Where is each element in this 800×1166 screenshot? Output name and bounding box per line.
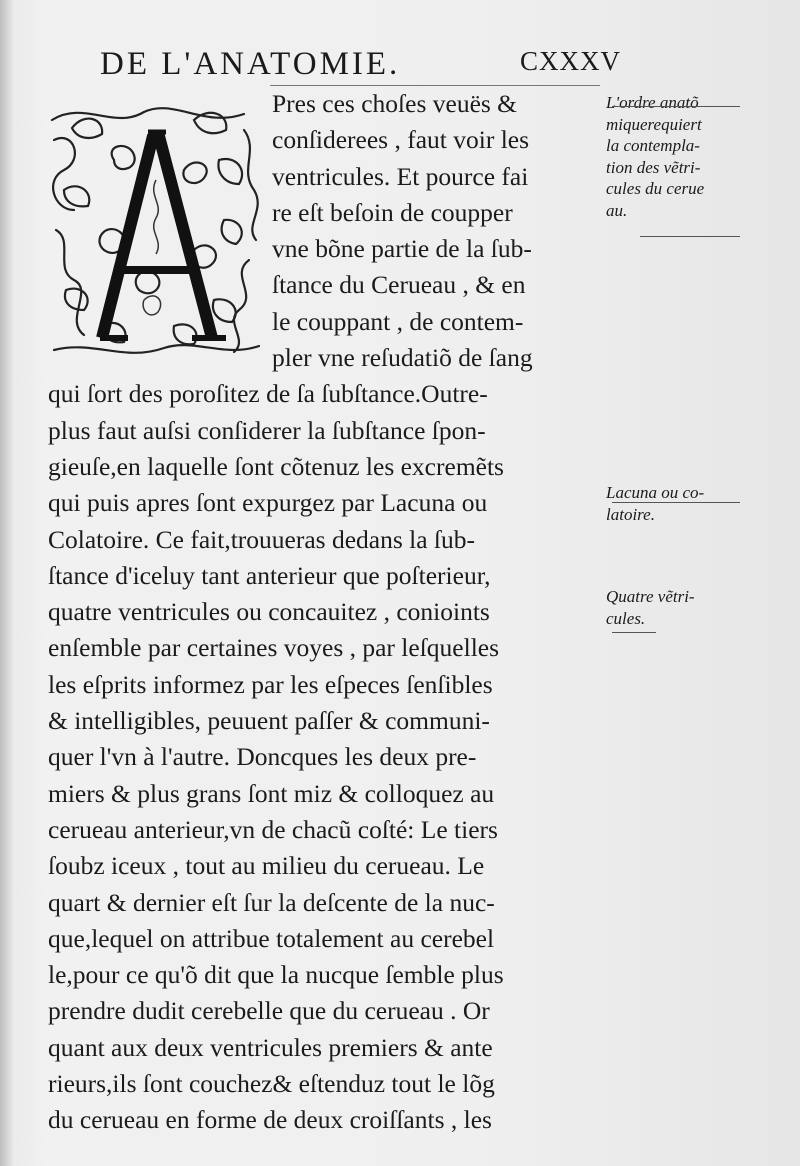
marginal-note-line: latoire. bbox=[606, 504, 655, 524]
text-line: ſtance d'iceluy tant anterieur que poſterieur, bbox=[48, 560, 491, 590]
text-line: enſemble par certaines voyes , par leſquelles bbox=[48, 633, 500, 663]
marginal-note-line: cules du cerue bbox=[606, 179, 705, 198]
text-line: & intelligibles, peuuent paſſer & communi- bbox=[48, 706, 490, 736]
text-line: le,pour ce qu'õ dit que la nucque ſemble plus bbox=[48, 960, 504, 990]
text-line: plus faut auſsi conſiderer la ſubſtance ſpon- bbox=[48, 415, 486, 445]
marginal-note-line: la contempla- bbox=[606, 136, 700, 155]
running-title: DE L'ANATOMIE. bbox=[100, 46, 401, 82]
folio-number: CXXXV bbox=[520, 46, 622, 76]
marginal-note-lacuna bbox=[606, 482, 796, 525]
main-text-block bbox=[48, 86, 608, 1139]
marginal-note-anatomy-order bbox=[606, 92, 796, 221]
text-line: rieurs,ils ſont couchez& eſtenduz tout le lõg bbox=[48, 1069, 495, 1099]
text-line: Pres ces choſes veuës & bbox=[272, 89, 518, 118]
text-line: qui puis apres ſont expurgez par Lacuna ou bbox=[48, 488, 488, 518]
gutter-shadow bbox=[0, 0, 14, 1166]
text-line: du cerueau en forme de deux croiſſants , les bbox=[48, 1105, 492, 1135]
text-line: miers & plus grans ſont miz & colloquez au bbox=[48, 778, 495, 808]
marginal-note-line: au. bbox=[606, 200, 628, 220]
text-line: quant aux deux ventricules premiers & ante bbox=[48, 1032, 493, 1062]
text-line: vne bõne partie de la ſub- bbox=[272, 234, 532, 264]
text-line: quer l'vn à l'autre. Doncques les deux pre- bbox=[48, 742, 477, 772]
text-line: quart & dernier eſt ſur la deſcente de la nuc- bbox=[48, 887, 495, 917]
marginal-rule bbox=[612, 106, 740, 107]
marginal-note-line: Lacuna ou co- bbox=[606, 483, 705, 502]
marginal-note-line: L'ordre anatõ bbox=[606, 93, 699, 112]
text-line: ſoubz iceux , tout au milieu du cerueau. Le bbox=[48, 851, 485, 881]
text-line: prendre dudit cerebelle que du cerueau . Or bbox=[48, 996, 490, 1026]
text-line: pler vne reſudatiõ de ſang bbox=[272, 343, 533, 373]
text-line: cerueau anterieur,vn de chacũ coſté: Le tiers bbox=[48, 814, 498, 844]
text-line: gieuſe,en laquelle ſont cõtenuz les excremẽts bbox=[48, 451, 504, 481]
text-line: quatre ventricules ou concauitez , conioints bbox=[48, 597, 490, 627]
marginal-rule bbox=[612, 502, 740, 503]
text-line: le couppant , de contem- bbox=[272, 306, 524, 336]
text-line: les eſprits informez par les eſpeces ſenſibles bbox=[48, 669, 493, 699]
text-line: conſiderees , faut voir les bbox=[272, 125, 530, 155]
text-line: ſtance du Cerueau , & en bbox=[272, 270, 526, 300]
marginal-note-line: miquerequiert bbox=[606, 114, 702, 134]
marginal-note-line: tion des vẽtri- bbox=[606, 157, 701, 177]
marginal-note-four-ventricles bbox=[606, 586, 796, 629]
text-line: qui ſort des poroſitez de ſa ſubſtance.Outre- bbox=[48, 379, 488, 409]
text-line: ventricules. Et pource fai bbox=[272, 161, 529, 191]
text-line: re eſt beſoin de coupper bbox=[272, 197, 513, 227]
marginal-rule bbox=[612, 632, 656, 633]
marginal-note-line: cules. bbox=[606, 608, 646, 628]
text-line: que,lequel on attribue totalement au cerebel bbox=[48, 923, 495, 953]
marginal-rule bbox=[640, 236, 740, 237]
text-line: Colatoire. Ce fait,trouueras dedans la ſub- bbox=[48, 524, 475, 554]
marginal-note-line: Quatre vẽtri- bbox=[606, 587, 695, 606]
